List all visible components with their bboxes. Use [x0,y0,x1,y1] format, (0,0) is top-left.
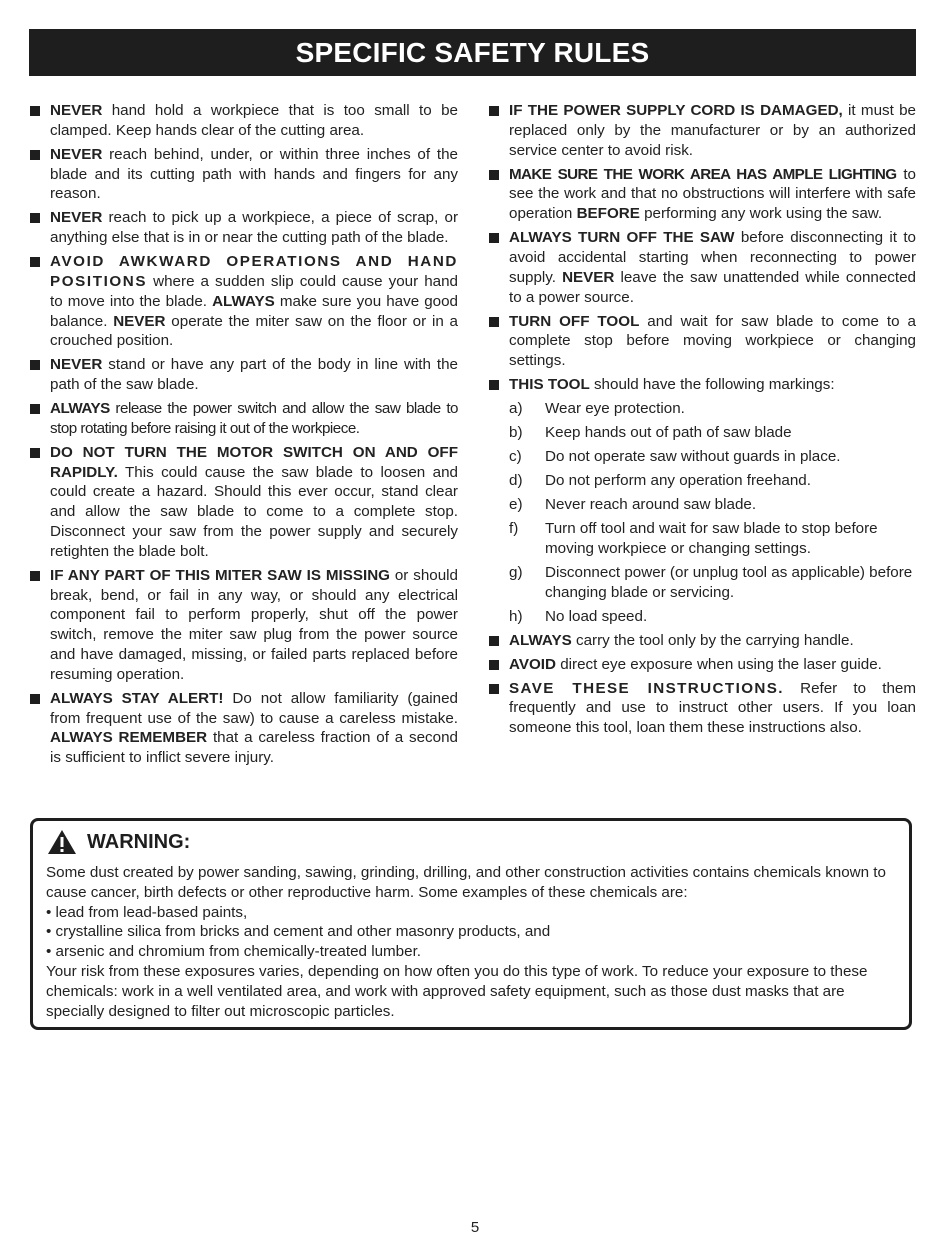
warning-title: WARNING: [87,830,191,853]
marking-item [489,607,916,627]
rule-keyword: IF THE POWER SUPPLY CORD IS DAMAGED, [509,102,843,119]
square-bullet-icon [489,660,499,670]
rule-keyword: NEVER [50,102,103,119]
square-bullet-icon [30,404,40,414]
rule-item [30,566,458,685]
marking-letter: b) [509,424,523,442]
left-column [30,101,458,772]
rule-item [30,689,458,768]
rule-keyword: ALWAYS TURN OFF THE SAW [509,229,735,247]
rule-text: reach behind, under, or within three inches of the blade and its cutting path with hands and fingers for any reason. [50,145,458,203]
rule-item [489,679,916,738]
marking-item [489,519,916,559]
rule-text: should have the following markings: [589,376,835,394]
marking-letter: e) [509,496,523,514]
rule-text: and wait for saw blade to come to a complete stop before moving workpiece or changing settings. [509,312,916,370]
rule-item [30,355,458,395]
square-bullet-icon [489,233,499,243]
rule-text: make sure you have good balance. [50,292,458,330]
rule-text: hand hold a workpiece that is too small to be clamped. Keep hands clear of the cutting area. [50,102,458,139]
rule-keyword: ALWAYS STAY ALERT! [50,689,224,707]
marking-letter: g) [509,563,523,581]
rule-item [489,655,916,675]
square-bullet-icon [30,571,40,581]
rule-text: or should break, bend, or fail in any way, or should any electrical component fail to perform properly, shut off the power switch, remove the miter saw plug from the power source and have damaged, missing, or failed parts replaced before resuming operation. [50,566,459,683]
warning-triangle-icon [47,829,77,855]
rule-item [30,399,458,439]
rule-keyword: NEVER [562,268,615,286]
marking-text: Wear eye protection. [545,400,685,418]
marking-text: Keep hands out of path of saw blade [545,424,792,442]
marking-text: Never reach around saw blade. [545,496,757,514]
rule-text: release the power switch and allow the saw blade to stop rotating before raising it out of the workpiece. [50,400,458,437]
marking-item [489,471,916,491]
rule-keyword: MAKE SURE THE WORK AREA HAS AMPLE LIGHTING [509,165,897,183]
square-bullet-icon [489,380,499,390]
rule-text: This could cause the saw blade to loosen and could create a hazard. Should this ever occur, stand clear and allow the saw blade to come to a complete stop. Disconnect your saw from the power supply and securely retighten the blade bolt. [50,463,458,560]
rule-text: carry the tool only by the carrying handle. [571,631,854,649]
rule-text: where a sudden slip could cause your hand to move into the blade. [50,272,458,310]
square-bullet-icon [30,360,40,370]
rule-keyword: AVOID AWKWARD OPERATIONS AND HAND POSITIONS [50,253,458,290]
square-bullet-icon [489,636,499,646]
warning-outro: Your risk from these exposures varies, depending on how often you do this type of work. To reduce your exposure to these chemicals: work in a well ventilated area, and work with approved safety equipment, such as those dust masks that are specially designed to filter out microscopic particles. [46,962,868,1020]
rule-keyword: THIS TOOL [509,376,590,394]
rule-keyword: NEVER [50,209,103,227]
page-number: 5 [470,1219,480,1236]
right-column [489,101,916,742]
marking-text: Do not operate saw without guards in place. [545,448,841,466]
square-bullet-icon [30,150,40,160]
rule-keyword: ALWAYS [50,400,110,418]
rule-text: performing any work using the saw. [639,205,883,223]
rule-text: Refer to them frequently and use to instruct other users. If you loan someone this tool, loan them these instructions also. [509,679,917,737]
warning-intro: Some dust created by power sanding, sawing, grinding, drilling, and other construction activities contains chemicals known to cause cancer, birth defects or other reproductive harm. Some examples of these chemicals are: [46,864,886,901]
rule-text: that a careless fraction of a second is sufficient to inflict severe injury. [50,729,458,767]
marking-item [489,495,916,515]
rule-item [30,443,458,562]
marking-item [489,563,916,603]
warning-bullet: • arsenic and chromium from chemically-treated lumber. [46,943,422,961]
rule-text: it must be replaced only by the manufacturer or by an authorized service center to avoid risk. [509,102,916,159]
warning-heading [47,829,190,855]
rule-item [489,312,916,371]
rule-text: stand or have any part of the body in line with the path of the saw blade. [50,356,458,394]
marking-letter: h) [509,607,523,625]
rule-item [489,375,916,395]
rule-keyword: NEVER [113,312,166,330]
rule-keyword: TURN OFF TOOL [509,312,640,330]
rule-keyword: ALWAYS REMEMBER [50,729,208,747]
rule-text: leave the saw unattended while connected to a power source. [509,268,916,306]
square-bullet-icon [30,257,40,267]
page-title: SPECIFIC SAFETY RULES [295,36,650,68]
warning-bullet: • lead from lead-based paints, [46,903,248,921]
square-bullet-icon [30,694,40,704]
square-bullet-icon [30,213,40,223]
rule-text: operate the miter saw on the floor or in a crouched position. [50,312,458,350]
rule-item [30,208,458,248]
rule-item [489,101,916,160]
marking-item [489,423,916,443]
marking-item [489,447,916,467]
rule-keyword: ALWAYS [212,292,275,310]
rule-text: reach to pick up a workpiece, a piece of scrap, or anything else that is in or near the cutting path of the blade. [50,209,458,247]
rule-text: Do not allow familiarity (gained from frequent use of the saw) to cause a careless mistake. [50,689,459,727]
marking-item [489,399,916,419]
rule-keyword: NEVER [50,356,103,374]
section-header [29,29,916,76]
rule-item [30,252,458,351]
rule-keyword: NEVER [50,145,103,163]
rule-keyword: DO NOT TURN THE MOTOR SWITCH ON AND OFF RAPIDLY. [50,443,458,481]
square-bullet-icon [30,106,40,116]
rule-text: to see the work and that no obstructions will interfere with safe operation [509,165,916,223]
square-bullet-icon [489,170,499,180]
rule-keyword: BEFORE [576,205,640,223]
rule-text: before disconnecting it to avoid accidental starting when reconnecting to power supply. [509,229,916,286]
warning-bullet: • crystalline silica from bricks and cement and other masonry products, and [46,923,551,941]
marking-letter: c) [509,448,522,466]
rule-item [489,631,916,651]
marking-letter: a) [509,400,523,418]
rule-item [489,228,916,307]
marking-letter: f) [509,520,519,538]
rule-item [30,145,458,204]
square-bullet-icon [30,448,40,458]
rule-keyword: ALWAYS [509,631,572,649]
marking-letter: d) [509,472,523,490]
rule-keyword: AVOID [509,655,556,673]
square-bullet-icon [489,317,499,327]
warning-box [30,818,912,1030]
square-bullet-icon [489,684,499,694]
marking-text: Disconnect power (or unplug tool as applicable) before changing blade or servicing. [545,563,913,601]
marking-text: Turn off tool and wait for saw blade to stop before moving workpiece or changing settings. [545,520,878,557]
warning-body [46,863,906,1021]
rule-keyword: IF ANY PART OF THIS MITER SAW IS MISSING [50,566,390,584]
rule-item [30,101,458,141]
rule-keyword: SAVE THESE INSTRUCTIONS. [509,679,784,697]
marking-text: No load speed. [545,607,648,625]
square-bullet-icon [489,106,499,116]
marking-text: Do not perform any operation freehand. [545,472,811,490]
rule-text: direct eye exposure when using the laser guide. [555,655,882,673]
rule-item [489,165,916,224]
